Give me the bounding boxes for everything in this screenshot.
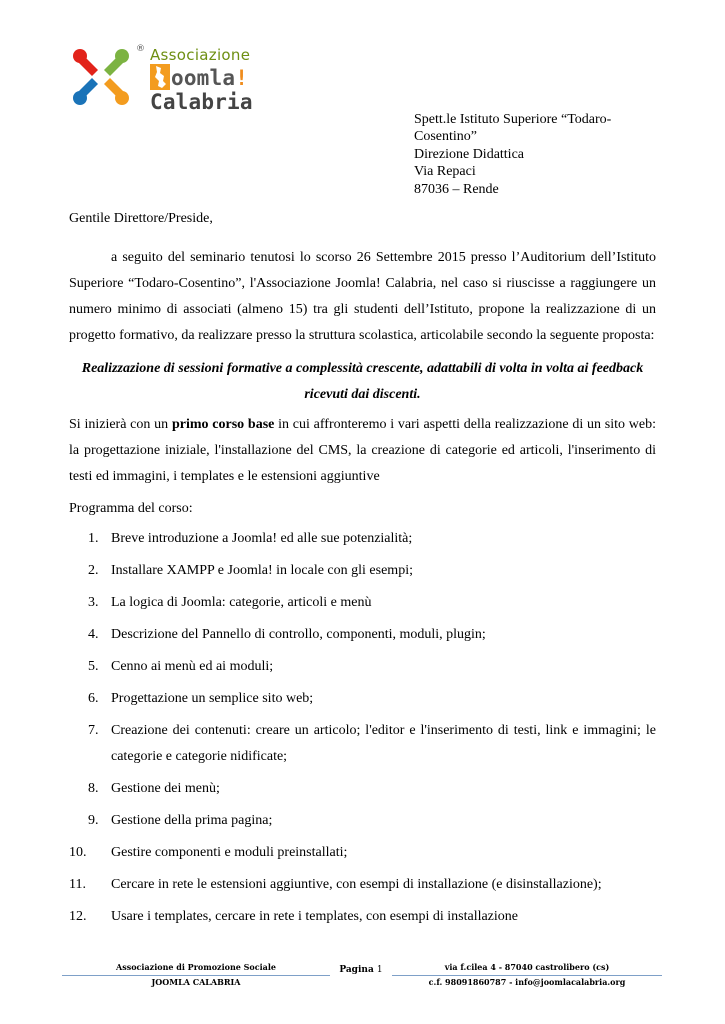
footer-page: [330, 965, 392, 975]
list-number: 10.: [69, 845, 87, 860]
list-item: [69, 590, 656, 616]
list-item: [69, 558, 656, 584]
list-text: Progettazione un semplice sito web;: [111, 691, 314, 706]
list-item: [69, 654, 656, 680]
list-item: [69, 526, 656, 552]
joomla-logo-icon: [70, 46, 132, 108]
footer-contact: c.f. 98091860787 - info@joomlacalabria.org: [428, 977, 626, 987]
list-text: Gestire componenti e moduli preinstallati;: [111, 845, 348, 860]
course-intro-paragraph: [69, 412, 656, 490]
list-text: Descrizione del Pannello di controllo, componenti, moduli, plugin;: [111, 627, 486, 642]
list-item: [69, 872, 656, 898]
list-item: [69, 904, 656, 930]
logo-region-text: Calabria: [150, 90, 253, 114]
list-number: 8.: [88, 781, 99, 796]
recipient-line: Direzione Didattica: [414, 146, 525, 162]
list-number: 11.: [69, 877, 86, 892]
list-text: Gestione dei menù;: [111, 781, 220, 796]
recipient-line: Via Repaci: [414, 164, 476, 180]
intro-paragraph: a seguito del seminario tenutosi lo scorso 26 Settembre 2015 presso l’Auditorium dell’Istituto Superiore “Todaro-Cosentino”, l'Associazione Joomla! Calabria, nel caso si riuscisse a raggiungere un numero minimo di associati (almeno 15) tra gli studenti dell’Istituto, propone la realizzazione di un progetto formativo, da realizzare presso la struttura scolastica, articolabile secondo la seguente proposta:: [69, 250, 656, 343]
recipient-address: [414, 111, 644, 198]
proposal-heading: Realizzazione di sessioni formative a complessità crescente, adattabili di volta in volta ai feedback ricevuti dai discenti.: [81, 361, 644, 402]
list-text: Cenno ai menù ed ai moduli;: [111, 659, 274, 674]
list-item: [69, 840, 656, 866]
footer-association-type: Associazione di Promozione Sociale: [116, 962, 276, 972]
list-text: La logica di Joomla: categorie, articoli e menù: [111, 595, 372, 610]
list-number: 4.: [88, 627, 99, 642]
list-text: Creazione dei contenuti: creare un articolo; l'editor e l'inserimento di testi, link e immagini; le categorie e categorie nidificate;: [111, 723, 656, 764]
list-text: Usare i templates, cercare in rete i templates, con esempi di installazione: [111, 909, 518, 924]
course-intro-after: in cui affronteremo i vari aspetti della realizzazione di un sito web: la progettazione iniziale, l'installazione del CMS, la creazione di categorie ed articoli, l'inserimento di testi ed immagini, i templates e le estensioni aggiuntive: [69, 417, 656, 484]
footer-address: via f.cilea 4 - 87040 castrolibero (cs): [444, 962, 610, 972]
logo-bang: !: [235, 66, 249, 90]
calabria-region-icon: [150, 64, 170, 90]
association-logo: [70, 44, 360, 114]
page-label: Pagina: [339, 965, 374, 975]
list-number: 1.: [88, 531, 99, 546]
program-list: [69, 526, 656, 930]
letter-body: [69, 210, 656, 936]
page-footer: [62, 962, 662, 992]
recipient-line: 87036 – Rende: [414, 181, 499, 197]
list-item: [69, 622, 656, 648]
logo-joomla-text: oomla: [171, 66, 236, 90]
list-number: 2.: [88, 563, 99, 578]
list-number: 5.: [88, 659, 99, 674]
list-item: [69, 776, 656, 802]
recipient-line: Spett.le Istituto Superiore “Todaro-: [414, 112, 612, 127]
list-number: 12.: [69, 909, 87, 924]
list-text: Cercare in rete le estensioni aggiuntive, con esempi di installazione (e disinstallazione);: [111, 877, 602, 892]
registered-mark: ®: [136, 44, 145, 54]
course-intro-before: Si inizierà con un: [69, 417, 172, 432]
greeting: Gentile Direttore/Preside,: [69, 211, 213, 226]
logo-title: [150, 64, 360, 114]
course-intro-bold: primo corso base: [171, 417, 275, 432]
logo-association-text: Associazione: [150, 46, 251, 64]
list-number: 9.: [88, 813, 99, 828]
page-number: 1: [376, 965, 383, 975]
list-text: Installare XAMPP e Joomla! in locale con gli esempi;: [111, 563, 413, 578]
list-item: [69, 718, 656, 770]
footer-association-name: JOOMLA CALABRIA: [151, 977, 241, 987]
recipient-line: Cosentino”: [414, 129, 477, 145]
list-number: 3.: [88, 595, 99, 610]
footer-right: [392, 962, 662, 988]
program-label: Programma del corso:: [69, 501, 193, 516]
list-number: 7.: [88, 723, 99, 738]
footer-rule-left: [62, 975, 330, 976]
list-item: [69, 808, 656, 834]
list-item: [69, 686, 656, 712]
list-text: Gestione della prima pagina;: [111, 813, 273, 828]
list-number: 6.: [88, 691, 99, 706]
list-text: Breve introduzione a Joomla! ed alle sue potenzialità;: [111, 531, 413, 546]
